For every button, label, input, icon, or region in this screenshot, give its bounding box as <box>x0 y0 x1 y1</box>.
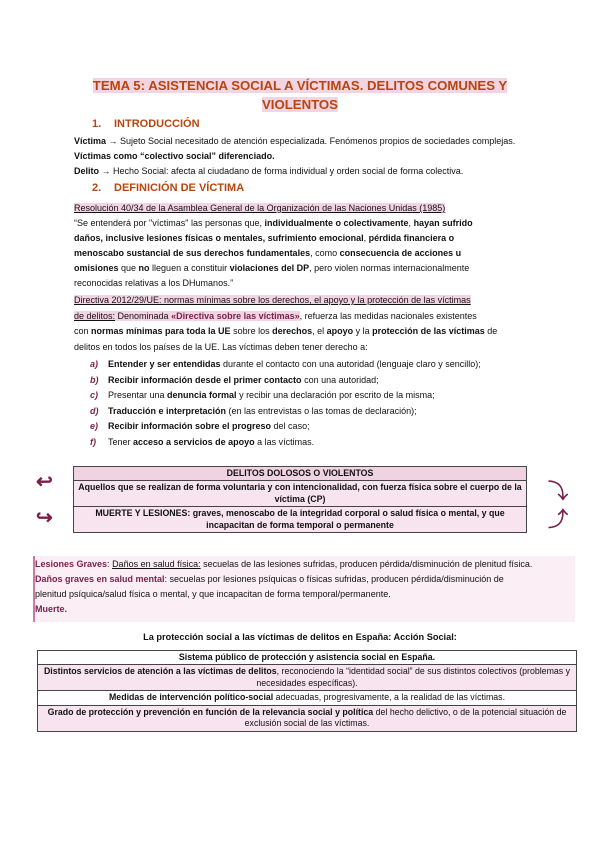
right-item: f) Tener acceso a servicios de apoyo a las víctimas. <box>90 437 315 447</box>
directive-line-2: de delitos: Denominada «Directiva sobre las víctimas», refuerza las medidas nacionales existentes <box>74 311 477 321</box>
proteccion-table <box>37 650 577 732</box>
title-line-1: TEMA 5: ASISTENCIA SOCIAL A VÍCTIMAS. DELITOS COMUNES Y <box>92 78 508 93</box>
curved-arrow-icon: ⤵ <box>548 481 568 503</box>
lesiones-line-1: Lesiones Graves: Daños en salud física: secuelas de las lesiones sufridas, producen pérdida/disminución de plenitud física. <box>35 559 533 569</box>
section-1-heading: 1. INTRODUCCIÓN <box>92 118 200 130</box>
curved-arrow-icon: ⤴ <box>548 509 568 531</box>
title-line-2: VIOLENTOS <box>262 97 338 112</box>
proteccion-row: Grado de protección y prevención en función de la relevancia social y política del hecho delictivo, o de la potencial situación de exclusión social de las víctimas. <box>38 705 577 731</box>
intro-line-2: Víctimas como “colectivo social” diferenciado. <box>74 151 275 161</box>
intro-line-3: Delito → Hecho Social: afecta al ciudadano de forma individual y orden social de forma colectiva. <box>74 166 464 176</box>
proteccion-caption: La protección social a las víctimas de delitos en España: Acción Social: <box>143 632 457 642</box>
proteccion-row: Distintos servicios de atención a las víctimas de delitos, reconociendo la “identidad social” de sus distintos colectivos (problemas y necesidades específicas). <box>38 665 577 691</box>
right-item: e) Recibir información sobre el progreso del caso; <box>90 421 310 431</box>
directive-line-4: delitos en todos los países de la UE. Las víctimas deben tener derecho a: <box>74 342 368 352</box>
lesiones-box <box>33 556 575 622</box>
right-item: a) Entender y ser entendidas durante el contacto con una autoridad (lenguaje claro y sencillo); <box>90 359 481 369</box>
intro-line-1: Víctima → Sujeto Social necesitado de atención especializada. Fenómenos propios de sociedades complejas. <box>74 136 516 146</box>
quote-line-1: “Se entenderá por "víctimas" las personas que, individualmente o colectivamente, hayan sufrido <box>74 218 473 228</box>
proteccion-row: Sistema público de protección y asistencia social en España. <box>38 651 577 665</box>
curved-arrow-icon: ↪ <box>36 507 53 529</box>
directive-title: Directiva 2012/29/UE: normas mínimas sobre los derechos, el apoyo y la protección de las víctimas <box>74 295 471 305</box>
curved-arrow-icon: ↩ <box>36 471 53 493</box>
section-2-heading: 2. DEFINICIÓN DE VÍCTIMA <box>92 182 245 194</box>
delitos-table <box>73 466 527 533</box>
delitos-table-header: DELITOS DOLOSOS O VIOLENTOS <box>74 467 527 481</box>
right-item: b) Recibir información desde el primer contacto con una autoridad; <box>90 375 379 385</box>
quote-line-2: daños, inclusive lesiones físicas o mentales, sufrimiento emocional, pérdida financiera o <box>74 233 455 243</box>
delitos-table-row: MUERTE Y LESIONES: graves, menoscabo de la integridad corporal o salud física o mental, y que incapacitan de forma temporal o permanente <box>74 507 527 533</box>
quote-line-5: reconocidas relativas a los DHumanos.” <box>74 278 234 288</box>
proteccion-row: Medidas de intervención político-social adecuadas, progresivamente, a la realidad de las víctimas. <box>38 691 577 705</box>
lesiones-line-2: Daños graves en salud mental: secuelas por lesiones psíquicas o físicas sufridas, producen pérdida/disminución de <box>35 574 504 584</box>
lesiones-line-3: plenitud psíquica/salud física o mental, y que incapacitan de forma temporal/permanente. <box>35 589 391 599</box>
directive-line-3: con normas mínimas para toda la UE sobre los derechos, el apoyo y la protección de las víctimas de <box>74 326 498 336</box>
right-item: d) Traducción e interpretación (en las entrevistas o las tomas de declaración); <box>90 406 417 416</box>
quote-line-3: menoscabo sustancial de sus derechos fundamentales, como consecuencia de acciones u <box>74 248 462 258</box>
lesiones-line-4: Muerte. <box>35 604 68 614</box>
delitos-table-row: Aquellos que se realizan de forma voluntaria y con intencionalidad, con fuerza física sobre el cuerpo de la víctima (CP) <box>74 481 527 507</box>
right-item: c) Presentar una denuncia formal y recibir una declaración por escrito de la misma; <box>90 390 435 400</box>
resolution-title: Resolución 40/34 de la Asamblea General de la Organización de las Naciones Unidas (1985) <box>74 203 446 213</box>
page-title <box>0 76 600 114</box>
quote-line-4: omisiones que no lleguen a constituir violaciones del DP, pero violen normas internacionalmente <box>74 263 470 273</box>
